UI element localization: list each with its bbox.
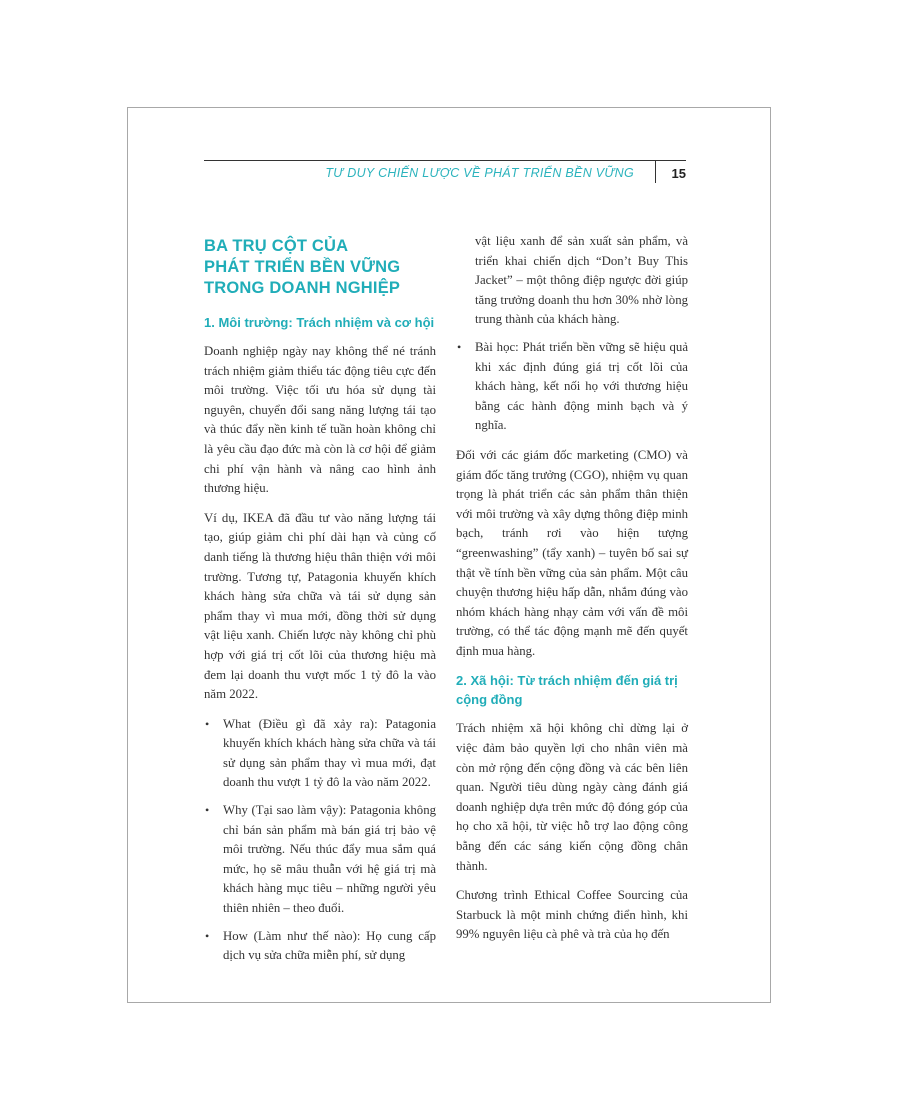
list-item-text: vật liệu xanh để sản xuất sản phẩm, và triển khai chiến dịch “Don’t Buy This Jacket” – một thông điệp ngược đời giúp tăng trưởng doanh thu hơn 30% nhờ lòng trung thành của khách hàng. (475, 234, 688, 327)
bullet-list (204, 715, 436, 966)
list-item-text: Why (Tại sao làm vậy): Patagonia không chỉ bán sản phẩm mà bán giá trị bảo vệ môi trường. Nếu thúc đẩy mua sắm quá mức, họ sẽ mâu thuẫn với hệ giá trị mà khách hàng mục tiêu – những người yêu thiên nhiên – theo đuổi. (223, 803, 436, 916)
running-header: TƯ DUY CHIẾN LƯỢC VỀ PHÁT TRIỂN BỀN VỮNG (325, 166, 634, 180)
list-item-text: Bài học: Phát triển bền vững sẽ hiệu quả khi xác định đúng giá trị cốt lõi của khách hàng, kết nối họ với thương hiệu bằng các hành động minh bạch và ý nghĩa. (475, 339, 688, 433)
bullet-list-continued (456, 232, 688, 436)
list-item-text: How (Làm như thế nào): Họ cung cấp dịch vụ sửa chữa miễn phí, sử dụng (223, 928, 436, 963)
section-title-line: BA TRỤ CỘT CỦA (204, 237, 349, 255)
right-column (456, 232, 688, 955)
header-rule (204, 160, 686, 161)
subheading-environment: 1. Môi trường: Trách nhiệm và cơ hội (204, 315, 435, 330)
bullet-icon: • (205, 716, 210, 731)
bullet-icon: • (205, 928, 210, 943)
list-item (456, 338, 688, 436)
paragraph: Đối với các giám đốc marketing (CMO) và giám đốc tăng trưởng (CGO), nhiệm vụ quan trọng là phát triển các sản phẩm thân thiện với môi trường và xây dựng thông điệp minh bạch, tránh rơi vào hiện tượng “greenwashing” (tẩy xanh) – tuyên bố sai sự thật về tính bền vững của sản phẩm. Một câu chuyện thương hiệu hấp dẫn, nhắm đúng vào nhóm khách hàng nhạy cảm với vấn đề môi trường, có thể tác động mạnh mẽ đến quyết định mua hàng. (456, 447, 688, 658)
list-item (204, 927, 436, 966)
paragraph: Chương trình Ethical Coffee Sourcing của Starbuck là một minh chứng điển hình, khi 99% nguyên liệu cà phê và trà của họ đến (456, 888, 688, 942)
bullet-icon: • (205, 803, 210, 818)
subheading-society: 2. Xã hội: Từ trách nhiệm đến giá trị cộng đồng (456, 673, 678, 708)
list-item-continued (456, 232, 688, 330)
section-title (204, 236, 436, 299)
paragraph: Doanh nghiệp ngày nay không thể né tránh trách nhiệm giảm thiểu tác động tiêu cực đến môi trường. Việc tối ưu hóa sử dụng tài nguyên, chuyển đổi sang năng lượng tái tạo và thúc đẩy nền kinh tế tuần hoàn không chỉ là yêu cầu đạo đức mà còn là cơ hội để giảm chi phí vận hành và nâng cao hình ảnh thương hiệu. (204, 344, 436, 496)
list-item-text: What (Điều gì đã xảy ra): Patagonia khuyến khích khách hàng sửa chữa và tái sử dụng sản phẩm thay vì mua mới, đạt doanh thu vượt 1 tỷ đô la vào năm 2022. (223, 716, 436, 790)
list-item (204, 715, 436, 793)
paragraph: Trách nhiệm xã hội không chỉ dừng lại ở việc đảm bảo quyền lợi cho nhân viên mà còn mở rộng đến cộng đồng và các bên liên quan. Người tiêu dùng ngày càng đánh giá doanh nghiệp dựa trên mức độ đóng góp của họ cho xã hội, từ việc hỗ trợ lao động công bằng đến các sáng kiến cộng đồng chân thành. (456, 721, 688, 873)
left-column (204, 236, 436, 976)
list-item (204, 801, 436, 919)
page-number: 15 (671, 166, 686, 181)
bullet-icon: • (457, 339, 462, 354)
section-title-line: PHÁT TRIỂN BỀN VỮNG (204, 258, 401, 276)
section-title-line: TRONG DOANH NGHIỆP (204, 279, 401, 297)
header-separator (655, 161, 656, 183)
paragraph: Ví dụ, IKEA đã đầu tư vào năng lượng tái tạo, giúp giảm chi phí dài hạn và củng cố danh tiếng là thương hiệu thân thiện với môi trường. Tương tự, Patagonia khuyến khích khách hàng sửa chữa và tái sử dụng sản phẩm thay vì mua mới, đồng thời sử dụng vật liệu xanh. Chiến lược này không chỉ phù hợp với giá trị cốt lõi của thương hiệu mà đem lại doanh thu vượt mốc 1 tỷ đô la vào năm 2022. (204, 510, 436, 702)
